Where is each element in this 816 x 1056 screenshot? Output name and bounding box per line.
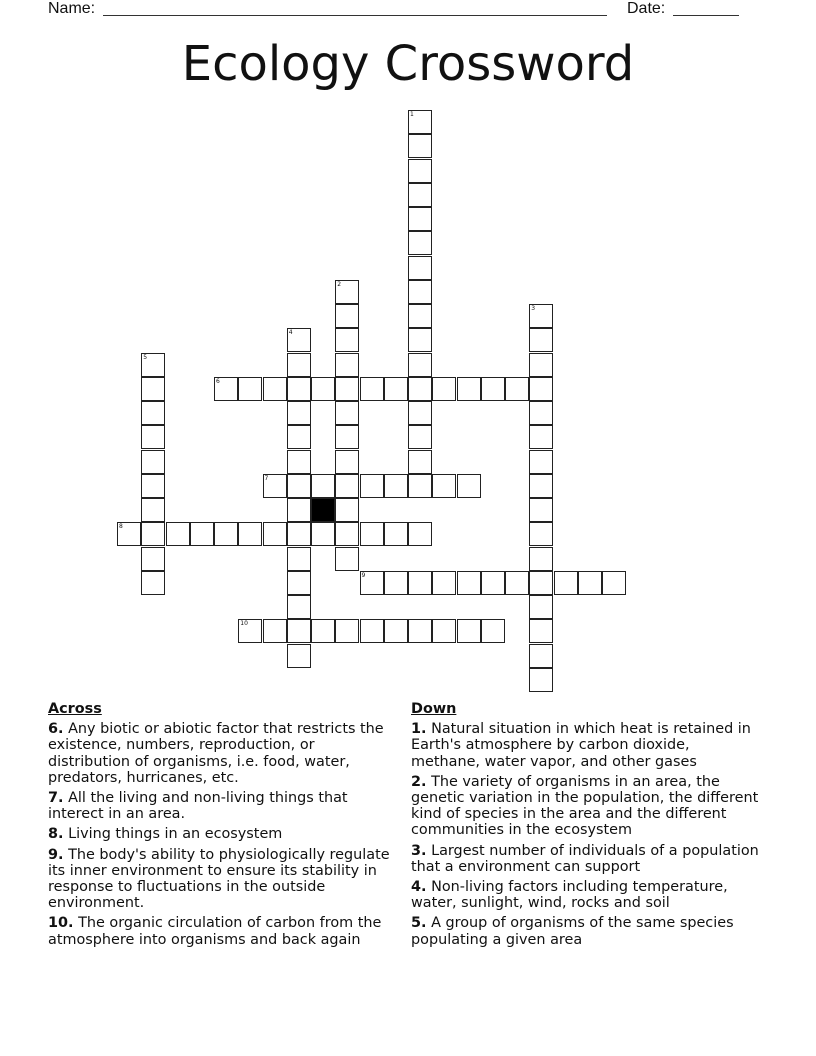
grid-cell[interactable] (554, 571, 578, 595)
grid-cell[interactable] (384, 474, 408, 498)
clue-number: 10. (48, 915, 74, 932)
grid-cell[interactable] (408, 231, 432, 255)
grid-cell[interactable] (457, 474, 481, 498)
grid-cell[interactable] (408, 280, 432, 304)
grid-cell[interactable] (238, 377, 262, 401)
across-heading: Across (48, 701, 102, 717)
grid-cell[interactable] (141, 498, 165, 522)
grid-cell[interactable] (408, 450, 432, 474)
grid-cell[interactable] (141, 522, 165, 546)
grid-cell[interactable] (335, 619, 359, 643)
grid-cell[interactable] (311, 522, 335, 546)
grid-cell[interactable] (238, 522, 262, 546)
grid-cell[interactable] (457, 619, 481, 643)
cell-number: 9 (361, 571, 366, 579)
grid-cell[interactable] (311, 377, 335, 401)
grid-cell[interactable] (432, 474, 456, 498)
grid-cell[interactable] (432, 571, 456, 595)
grid-cell[interactable] (457, 571, 481, 595)
grid-cell[interactable] (335, 450, 359, 474)
grid-cell[interactable] (238, 619, 262, 643)
grid-cell[interactable] (287, 377, 311, 401)
grid-cell[interactable] (408, 207, 432, 231)
down-clue-5 (411, 915, 763, 947)
clue-number: 8. (48, 826, 64, 843)
grid-cell[interactable] (335, 474, 359, 498)
grid-cell[interactable] (360, 474, 384, 498)
grid-cell[interactable] (335, 353, 359, 377)
grid-cell[interactable] (408, 328, 432, 352)
clue-number: 3. (411, 842, 427, 859)
cell-number: 10 (240, 620, 248, 628)
grid-cell[interactable] (457, 377, 481, 401)
grid-cell[interactable] (311, 474, 335, 498)
grid-cell[interactable] (408, 304, 432, 328)
grid-cell[interactable] (287, 401, 311, 425)
cell-number: 2 (337, 280, 342, 288)
grid-cell[interactable] (408, 110, 432, 134)
grid-cell[interactable] (335, 328, 359, 352)
cell-number: 6 (216, 377, 220, 385)
grid-cell[interactable] (384, 571, 408, 595)
grid-cell[interactable] (166, 522, 190, 546)
grid-cell[interactable] (408, 377, 432, 401)
across-clue-7 (48, 790, 400, 822)
grid-cell[interactable] (505, 377, 529, 401)
grid-cell[interactable] (384, 522, 408, 546)
grid-cell[interactable] (529, 571, 553, 595)
across-clue-10 (48, 915, 400, 947)
grid-cell[interactable] (263, 377, 287, 401)
grid-cell[interactable] (287, 595, 311, 619)
grid-cell[interactable] (408, 401, 432, 425)
clue-number: 5. (411, 915, 427, 932)
clue-text: The variety of organisms in an area, the genetic variation in the population, the different kind of species in the area and the different communities in the ecosystem (411, 773, 759, 839)
grid-cell[interactable] (141, 571, 165, 595)
down-clue-4 (411, 879, 763, 911)
grid-cell[interactable] (287, 474, 311, 498)
grid-cell[interactable] (529, 498, 553, 522)
grid-cell[interactable] (287, 328, 311, 352)
grid-cell[interactable] (335, 401, 359, 425)
grid-cell[interactable] (432, 619, 456, 643)
grid-cell[interactable] (287, 425, 311, 449)
black-square (311, 498, 335, 522)
grid-cell[interactable] (529, 547, 553, 571)
grid-cell[interactable] (529, 328, 553, 352)
clue-number: 1. (411, 721, 427, 738)
across-clue-6 (48, 721, 400, 786)
grid-cell[interactable] (529, 377, 553, 401)
clue-number: 9. (48, 846, 64, 863)
clue-text: The body's ability to physiologically regulate its inner environment to ensure its stability in response to fluctuations in the outside environment. (48, 846, 390, 912)
grid-cell[interactable] (141, 547, 165, 571)
grid-cell[interactable] (408, 159, 432, 183)
clue-number: 6. (48, 721, 64, 738)
grid-cell[interactable] (408, 522, 432, 546)
grid-cell[interactable] (529, 644, 553, 668)
grid-cell[interactable] (529, 353, 553, 377)
grid-cell[interactable] (287, 619, 311, 643)
grid-cell[interactable] (141, 450, 165, 474)
grid-cell[interactable] (214, 377, 238, 401)
down-clue-2 (411, 774, 763, 839)
grid-cell[interactable] (141, 377, 165, 401)
page-title: Ecology Crossword (181, 36, 635, 92)
clue-number: 4. (411, 879, 427, 896)
grid-cell[interactable] (529, 401, 553, 425)
clue-text: All the living and non-living things that interect in an area. (48, 790, 348, 823)
grid-cell[interactable] (335, 522, 359, 546)
cell-number: 7 (264, 474, 269, 482)
grid-cell[interactable] (287, 644, 311, 668)
down-clue-1 (411, 721, 763, 770)
grid-cell[interactable] (505, 571, 529, 595)
grid-cell[interactable] (141, 425, 165, 449)
grid-cell[interactable] (384, 377, 408, 401)
across-clue-9 (48, 847, 400, 912)
cell-number: 5 (143, 353, 148, 361)
grid-cell[interactable] (287, 450, 311, 474)
grid-cell[interactable] (263, 522, 287, 546)
grid-cell[interactable] (384, 619, 408, 643)
grid-cell[interactable] (529, 304, 553, 328)
date-label: Date: (627, 0, 666, 17)
clue-text: A group of organisms of the same species populating a given area (411, 915, 734, 948)
grid-cell[interactable] (432, 377, 456, 401)
grid-cell[interactable] (335, 304, 359, 328)
grid-cell[interactable] (214, 522, 238, 546)
clue-text: Any biotic or abiotic factor that restricts the existence, numbers, reproduction, or distribution of organisms, i.e. food, water, predators, hurricanes, etc. (48, 721, 384, 786)
grid-cell[interactable] (360, 377, 384, 401)
grid-cell[interactable] (287, 498, 311, 522)
down-clue-3 (411, 843, 763, 875)
grid-cell[interactable] (141, 401, 165, 425)
grid-cell[interactable] (481, 571, 505, 595)
clue-text: Largest number of individuals of a population that a environment can support (411, 842, 759, 875)
grid-cell[interactable] (408, 256, 432, 280)
grid-cell[interactable] (408, 425, 432, 449)
grid-cell[interactable] (335, 547, 359, 571)
grid-cell[interactable] (481, 619, 505, 643)
name-label: Name: (48, 0, 96, 17)
grid-cell[interactable] (117, 522, 141, 546)
grid-cell[interactable] (408, 571, 432, 595)
grid-cell[interactable] (263, 474, 287, 498)
grid-cell[interactable] (360, 522, 384, 546)
clue-text: Living things in an ecosystem (68, 826, 283, 843)
clue-text: Non-living factors including temperature, water, sunlight, wind, rocks and soil (411, 879, 728, 912)
grid-cell[interactable] (408, 474, 432, 498)
grid-cell[interactable] (360, 619, 384, 643)
grid-cell[interactable] (287, 353, 311, 377)
down-clues (411, 701, 763, 952)
cell-number: 4 (288, 329, 293, 337)
grid-cell[interactable] (287, 522, 311, 546)
clue-text: Natural situation in which heat is retained in Earth's atmosphere by carbon dioxide, methane, water vapor, and other gases (411, 721, 751, 770)
grid-cell[interactable] (287, 571, 311, 595)
grid-cell[interactable] (529, 425, 553, 449)
grid-cell[interactable] (529, 619, 553, 643)
cell-number: 3 (531, 305, 536, 312)
grid-cell[interactable] (602, 571, 626, 595)
grid-cell[interactable] (408, 134, 432, 158)
grid-cell[interactable] (408, 183, 432, 207)
grid-cell[interactable] (287, 547, 311, 571)
clue-text: The organic circulation of carbon from the atmosphere into organisms and back again (48, 915, 382, 948)
grid-cell[interactable] (408, 353, 432, 377)
grid-cell[interactable] (263, 619, 287, 643)
grid-cell[interactable] (529, 522, 553, 546)
grid-cell[interactable] (335, 377, 359, 401)
grid-cell[interactable] (141, 474, 165, 498)
grid-cell[interactable] (529, 474, 553, 498)
grid-cell[interactable] (529, 595, 553, 619)
grid-cell[interactable] (190, 522, 214, 546)
grid-cell[interactable] (335, 498, 359, 522)
grid-cell[interactable] (408, 619, 432, 643)
grid-cell[interactable] (311, 619, 335, 643)
across-clue-8 (48, 826, 400, 842)
grid-cell[interactable] (335, 280, 359, 304)
grid-cell[interactable] (141, 353, 165, 377)
grid-cell[interactable] (529, 668, 553, 692)
grid-cell[interactable] (529, 450, 553, 474)
down-heading: Down (411, 701, 457, 717)
cell-number: 8 (119, 523, 123, 531)
grid-cell[interactable] (360, 571, 384, 595)
across-clues (48, 701, 400, 952)
clue-number: 2. (411, 773, 427, 790)
clue-number: 7. (48, 790, 64, 807)
grid-cell[interactable] (335, 425, 359, 449)
grid-cell[interactable] (578, 571, 602, 595)
cell-number: 1 (410, 111, 414, 118)
grid-cell[interactable] (481, 377, 505, 401)
